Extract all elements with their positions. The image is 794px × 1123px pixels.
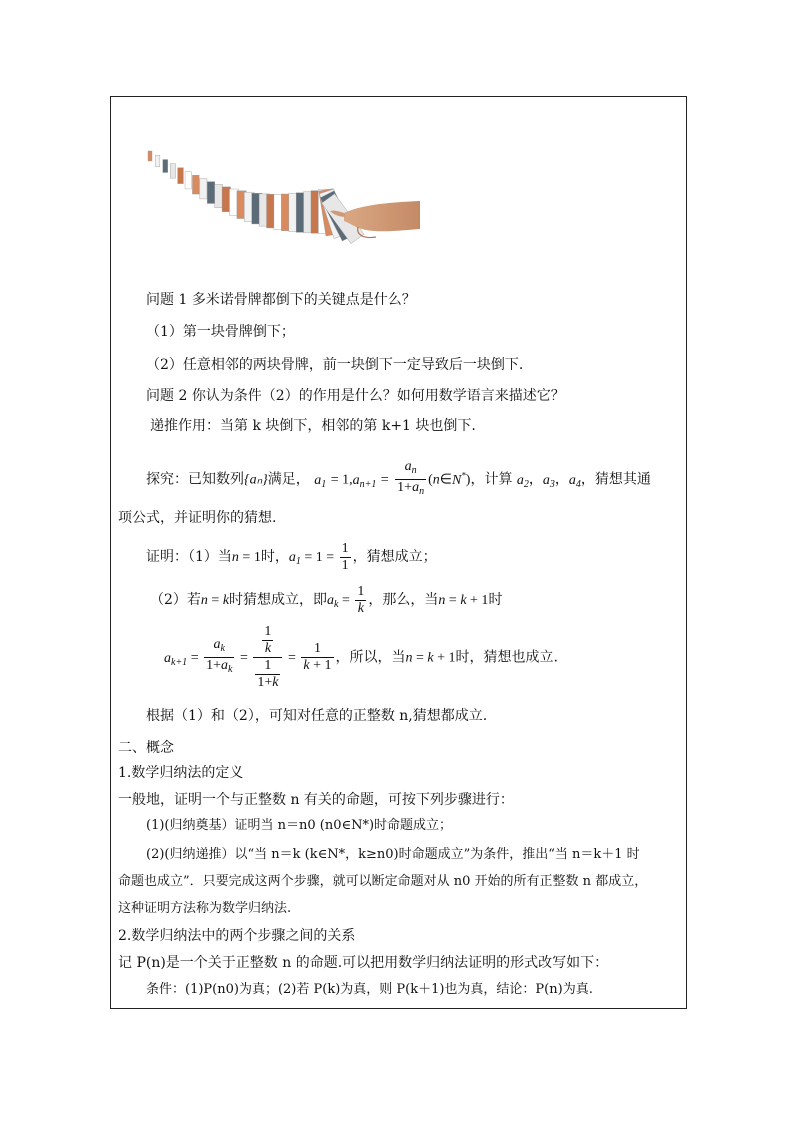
domino [148,151,152,161]
conclusion: 根据（1）和（2），可知对任意的正整数 n,猜想都成立. [146,708,488,724]
step-1: (1)(归纳奠基）证明当 n＝n0 (n0∈N*)时命题成立； [146,818,453,833]
explore-continue: 项公式，并证明你的猜想. [118,510,277,526]
proof-step-1: 证明：（1）当n = 1时，$a_1 = 1$ = $\frac{1}{1}$ ，猜想成立； [146,540,437,573]
answer-1: （1）第一块骨牌倒下； [146,324,295,340]
relation-intro: 记 P(n)是一个关于正整数 n 的命题.可以把用数学归纳法证明的形式改写如下： [118,955,609,971]
domino [207,182,215,204]
domino [192,175,199,194]
relation-condition: 条件：(1)P(n0)为真；(2)若 P(k)为真，则 P(k＋1)也为真，结论：P(n)为真. [146,982,593,997]
sequence-symbol: {aₙ} [244,472,268,488]
definition-title: 1.数学归纳法的定义 [118,765,244,781]
recurrence-fraction: $\frac{a_n}{1+a_n}$ [397,459,425,498]
domino [155,155,159,166]
step-2-line-2: 命题也成立”．只要完成这两个步骤，就可以断定命题对从 n0 开始的所有正整数 n 都成立， [118,874,648,889]
proof-step-3: $a_{k+1}$ = $\frac{a_k}{1+a_k}$ = $\frac{\frac{1}{k}}{\frac{1}{1+k}}$ = $\frac{1}{k + 1}$ ，所以，当n = k + 1时，猜想也成立. [164,624,558,690]
domino [215,184,223,207]
step-2-line-1: (2)(归纳递推）以“当 n＝k (k∈N*，k≥n0)时命题成立”为条件，推出“当 n＝k＋1 时 [146,847,640,862]
domino [185,172,191,189]
recursion-note: 递推作用：当第 k 块倒下，相邻的第 k+1 块也倒下. [150,418,476,434]
relation-title: 2.数学归纳法中的两个步骤之间的关系 [118,928,356,944]
question-1: 问题 1 多米诺骨牌都倒下的关键点是什么？ [146,292,416,308]
domino [163,160,168,173]
proof-step-2: （2）若n = k时猜想成立，即$a_k$ = $\frac{1}{k}$ ，那么，当n = k + 1时 [150,583,503,616]
section-heading: 二、概念 [118,740,174,756]
domino [178,168,184,184]
domino [200,179,207,199]
domino [170,164,175,178]
explore-line: 探究：已知数列{aₙ}满足， $a_1 = 1,a_{n+1}$ = $\frac{a_n}{1+a_n}$ (n∈N*)，计算 $a_2$，$a_3$，$a_4$，猜想其通 [146,458,651,502]
step-2-line-3: 这种证明方法称为数学归纳法. [118,901,292,916]
domino-illustration [144,143,420,263]
domino [222,187,230,212]
definition-intro: 一般地，证明一个与正整数 n 有关的命题，可按下列步骤进行： [118,792,514,808]
question-2: 问题 2 你认为条件（2）的作用是什么？如何用数学语言来描述它？ [146,388,565,404]
answer-2: （2）任意相邻的两块骨牌，前一块倒下一定导致后一块倒下. [146,357,524,373]
